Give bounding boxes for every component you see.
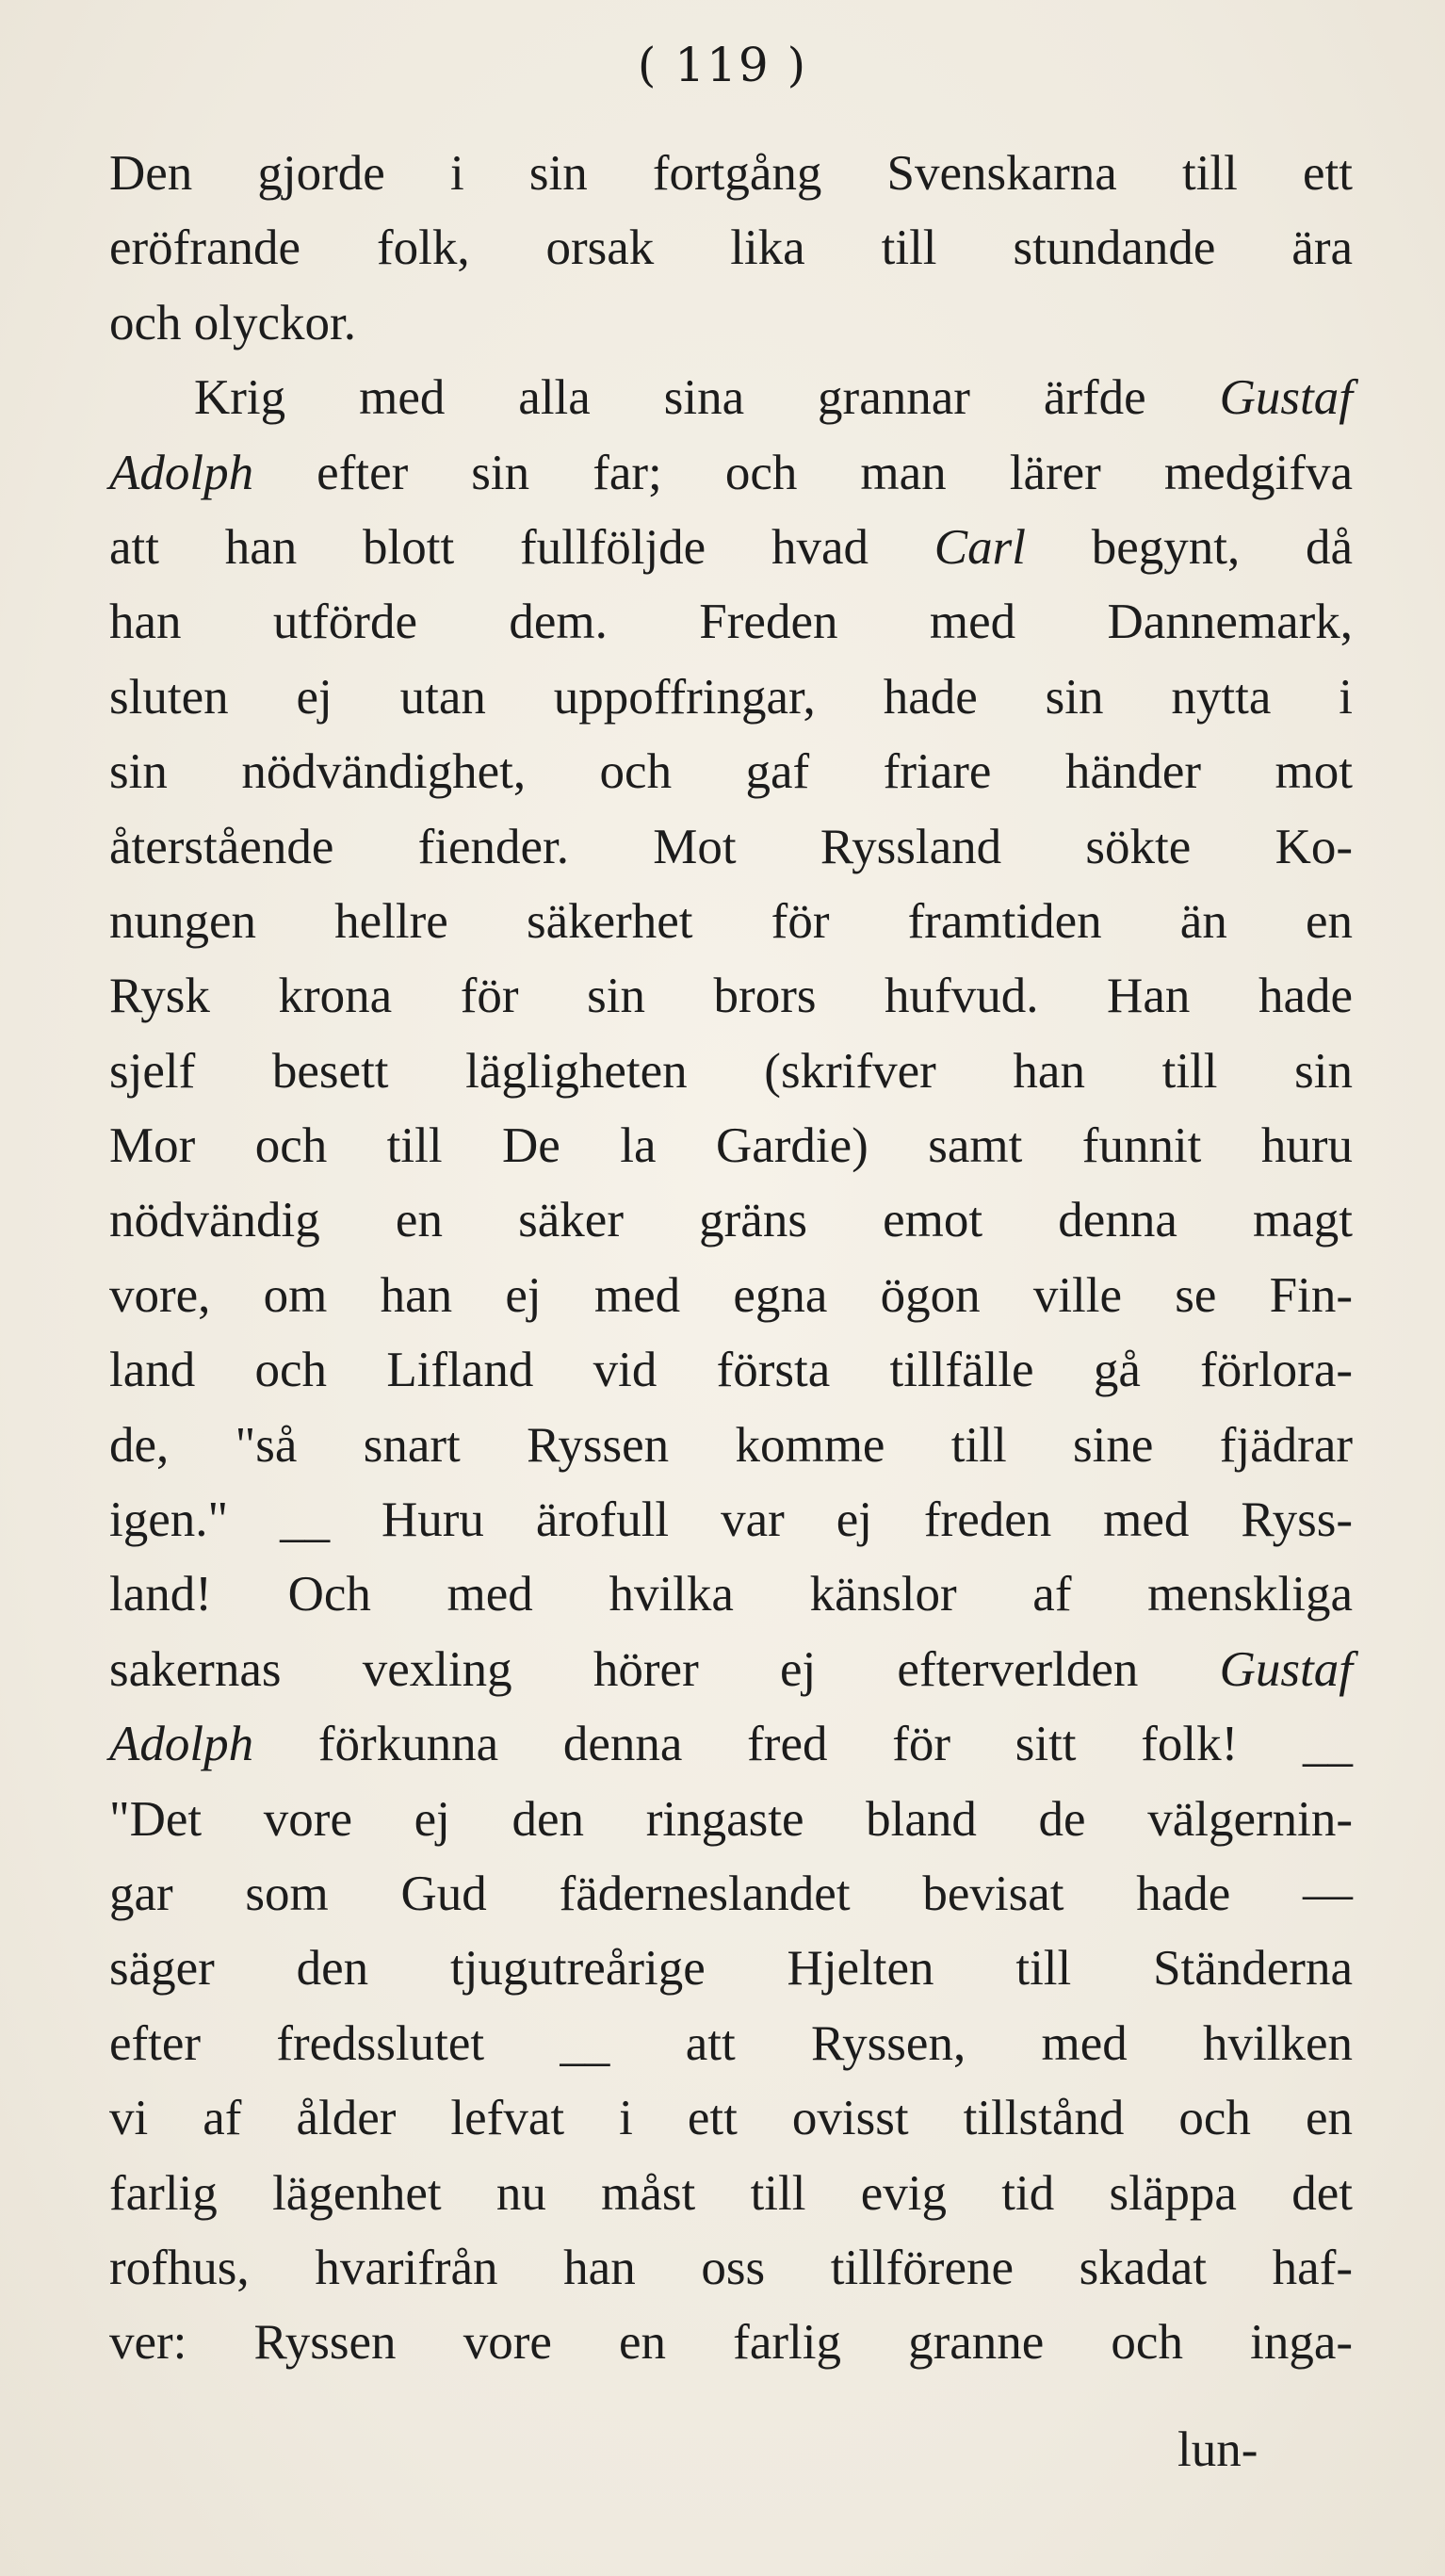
text-line: Krig med alla sina grannar ärfde Gustaf xyxy=(194,370,1353,426)
text-line: vore, om han ej med egna ögon ville se Fin- xyxy=(109,1267,1353,1323)
text-line: Rysk krona för sin brors hufvud. Han hade xyxy=(109,969,1353,1024)
text-line: nödvändig en säker gräns emot denna magt xyxy=(109,1193,1353,1248)
text-line: att han blott fullföljde hvad Carl begynt, då xyxy=(109,519,1354,575)
text-line: eröfrande folk, orsak lika till stundande ära xyxy=(109,220,1353,276)
text-line: "Det vore ej den ringaste bland de välgernin- xyxy=(109,1791,1353,1847)
text-line: gar som Gud fäderneslandet bevisat hade — xyxy=(109,1866,1353,1921)
text-line: igen." __ Huru ärofull var ej freden med Ryss- xyxy=(109,1492,1353,1548)
text-line: han utförde dem. Freden med Dannemark, xyxy=(109,595,1353,650)
text-line: rofhus, hvarifrån han oss tillförene skadat haf- xyxy=(109,2240,1353,2295)
text-line: Den gjorde i sin fortgång Svenskarna till ett xyxy=(109,146,1353,201)
text-line: ver: Ryssen vore en farlig granne och inga- xyxy=(109,2315,1353,2371)
catchword: lun- xyxy=(1177,2422,1258,2477)
text-line: sluten ej utan uppoffringar, hade sin nytta i xyxy=(109,669,1353,725)
text-line: återstående fiender. Mot Ryssland sökte Ko- xyxy=(109,819,1353,874)
text-line: de, "så snart Ryssen komme till sine fjädrar xyxy=(109,1417,1353,1473)
text-line: sjelf besett lägligheten (skrifver han till sin xyxy=(109,1043,1353,1099)
text-line: land och Lifland vid första tillfälle gå förlora- xyxy=(109,1343,1353,1398)
text-line: nungen hellre säkerhet för framtiden än en xyxy=(109,893,1353,949)
text-line: sakernas vexling hörer ej efterverlden Gustaf xyxy=(109,1641,1353,1697)
page-number: ( 119 ) xyxy=(637,38,808,92)
text-line: Adolph förkunna denna fred för sitt folk! __ xyxy=(109,1717,1353,1772)
text-line: säger den tjugutreårige Hjelten till Ständerna xyxy=(109,1941,1353,1997)
text-line: och olyckor. xyxy=(109,295,356,351)
text-line: farlig lägenhet nu måst till evig tid släppa det xyxy=(109,2165,1353,2221)
body-text xyxy=(109,137,1353,2381)
text-line: land! Och med hvilka känslor af menskliga xyxy=(109,1567,1353,1622)
text-line: Adolph efter sin far; och man lärer medgifva xyxy=(109,445,1353,500)
text-line: vi af ålder lefvat i ett ovisst tillstånd och en xyxy=(109,2091,1353,2146)
text-line: efter fredsslutet __ att Ryssen, med hvilken xyxy=(109,2015,1353,2071)
text-line: sin nödvändighet, och gaf friare händer mot xyxy=(109,744,1353,800)
text-line: Mor och till De la Gardie) samt funnit huru xyxy=(109,1118,1353,1174)
